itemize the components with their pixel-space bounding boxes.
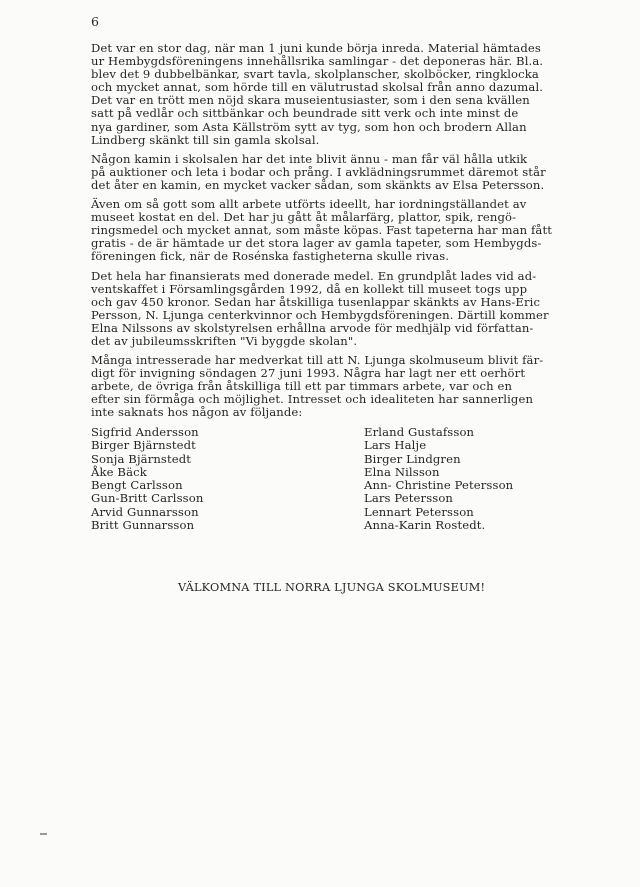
contributor-name: Åke Bäck xyxy=(91,464,147,479)
contributors-right-column xyxy=(364,426,513,532)
text-line: ur Hembygdsföreningens innehållsrika samlingar - det deponeras här. Bl.a. xyxy=(91,54,544,69)
contributor-name: Erland Gustafsson xyxy=(364,425,475,439)
contributor-name: Birger Lindgren xyxy=(364,451,461,466)
text-line: ringsmedel och mycket annat, som måste köpas. Fast tapeterna har man fått xyxy=(91,223,553,238)
text-line: föreningen fick, när de Rosénska fastigheterna skulle rivas. xyxy=(91,249,450,264)
contributor-name: Arvid Gunnarsson xyxy=(91,504,199,519)
text-line: nya gardiner, som Asta Källström sytt av tyg, som hon och brodern Allan xyxy=(91,119,527,134)
contributor-name: Birger Bjärnstedt xyxy=(91,438,196,453)
text-line: Elna Nilssons av skolstyrelsen erhållna arvode för medhjälp vid författan- xyxy=(91,320,534,335)
contributor-name: Ann- Christine Petersson xyxy=(364,478,514,493)
text-line: Många intresserade har medverkat till att N. Ljunga skolmuseum blivit fär- xyxy=(91,353,544,368)
paragraph xyxy=(91,198,601,263)
paragraph xyxy=(91,42,601,147)
scan-mark xyxy=(40,833,47,835)
page-number: 6 xyxy=(91,14,100,29)
paragraph xyxy=(91,354,601,419)
text-line: Även om så gott som allt arbete utförts ideellt, har iordningställandet av xyxy=(91,197,527,212)
text-line: Lindberg skänkt till sin gamla skolsal. xyxy=(91,132,320,147)
contributor-name: Lars Petersson xyxy=(364,491,454,506)
contributor-name: Sonja Bjärnstedt xyxy=(91,451,192,466)
text-line: museet kostat en del. Det har ju gått åt målarfärg, plattor, spik, rengö- xyxy=(91,210,517,225)
text-line: arbete, de övriga från åtskilliga till ett par timmars arbete, var och en xyxy=(91,379,513,394)
text-line: och gav 450 kronor. Sedan har åtskilliga tusenlappar skänkts av Hans-Eric xyxy=(91,294,541,309)
contributor-name: Gun-Britt Carlsson xyxy=(91,491,204,506)
text-line: inte saknats hos någon av följande: xyxy=(91,405,303,420)
text-line: blev det 9 dubbelbänkar, svart tavla, skolplanscher, skolböcker, ringklocka xyxy=(91,67,539,82)
paragraph xyxy=(91,153,601,192)
contributor-name: Sigfrid Andersson xyxy=(91,425,199,439)
body-text xyxy=(91,42,601,426)
text-line: ventskaffet i Församlingsgården 1992, då en kollekt till museet togs upp xyxy=(91,281,528,296)
contributors-left-column xyxy=(91,426,203,532)
text-line: Det hela har finansierats med donerade medel. En grundplåt lades vid ad- xyxy=(91,268,537,283)
contributor-name: Anna-Karin Rostedt. xyxy=(364,518,486,533)
text-line: på auktioner och leta i bodar och prång. I avklädningsrummet däremot står xyxy=(91,164,546,179)
text-line: efter sin förmåga och möjlighet. Intresset och idealiteten har sannerligen xyxy=(91,392,534,407)
text-line: och mycket annat, som hörde till en välutrustad skolsal från anno dazumal. xyxy=(91,80,544,95)
text-line: Det var en trött men nöjd skara museientusiaster, som i den sena kvällen xyxy=(91,93,530,108)
text-line: satt på vedlår och sittbänkar och beundrade sitt verk och inte minst de xyxy=(91,106,519,121)
text-line: det åter en kamin, en mycket vacker sådan, som skänkts av Elsa Petersson. xyxy=(91,177,545,192)
contributor-name: Elna Nilsson xyxy=(364,464,440,479)
contributor-name: Lennart Petersson xyxy=(364,504,474,519)
contributor-name: Bengt Carlsson xyxy=(91,478,183,493)
welcome-line: VÄLKOMNA TILL NORRA LJUNGA SKOLMUSEUM! xyxy=(178,581,486,594)
contributor-name: Lars Halje xyxy=(364,438,427,453)
text-line: Persson, N. Ljunga centerkvinnor och Hembygdsföreningen. Därtill kommer xyxy=(91,307,549,322)
text-line: det av jubileumsskriften "Vi byggde skolan". xyxy=(91,333,358,348)
text-line: gratis - de är hämtade ur det stora lager av gamla tapeter, som Hembygds- xyxy=(91,236,542,251)
text-line: Det var en stor dag, när man 1 juni kunde börja inreda. Material hämtades xyxy=(91,41,541,55)
text-line: Någon kamin i skolsalen har det inte blivit ännu - man får väl hålla utkik xyxy=(91,151,528,166)
paragraph xyxy=(91,270,601,349)
contributor-name: Britt Gunnarsson xyxy=(91,518,195,533)
text-line: digt för invigning söndagen 27 juni 1993. Några har lagt ner ett oerhört xyxy=(91,366,526,381)
